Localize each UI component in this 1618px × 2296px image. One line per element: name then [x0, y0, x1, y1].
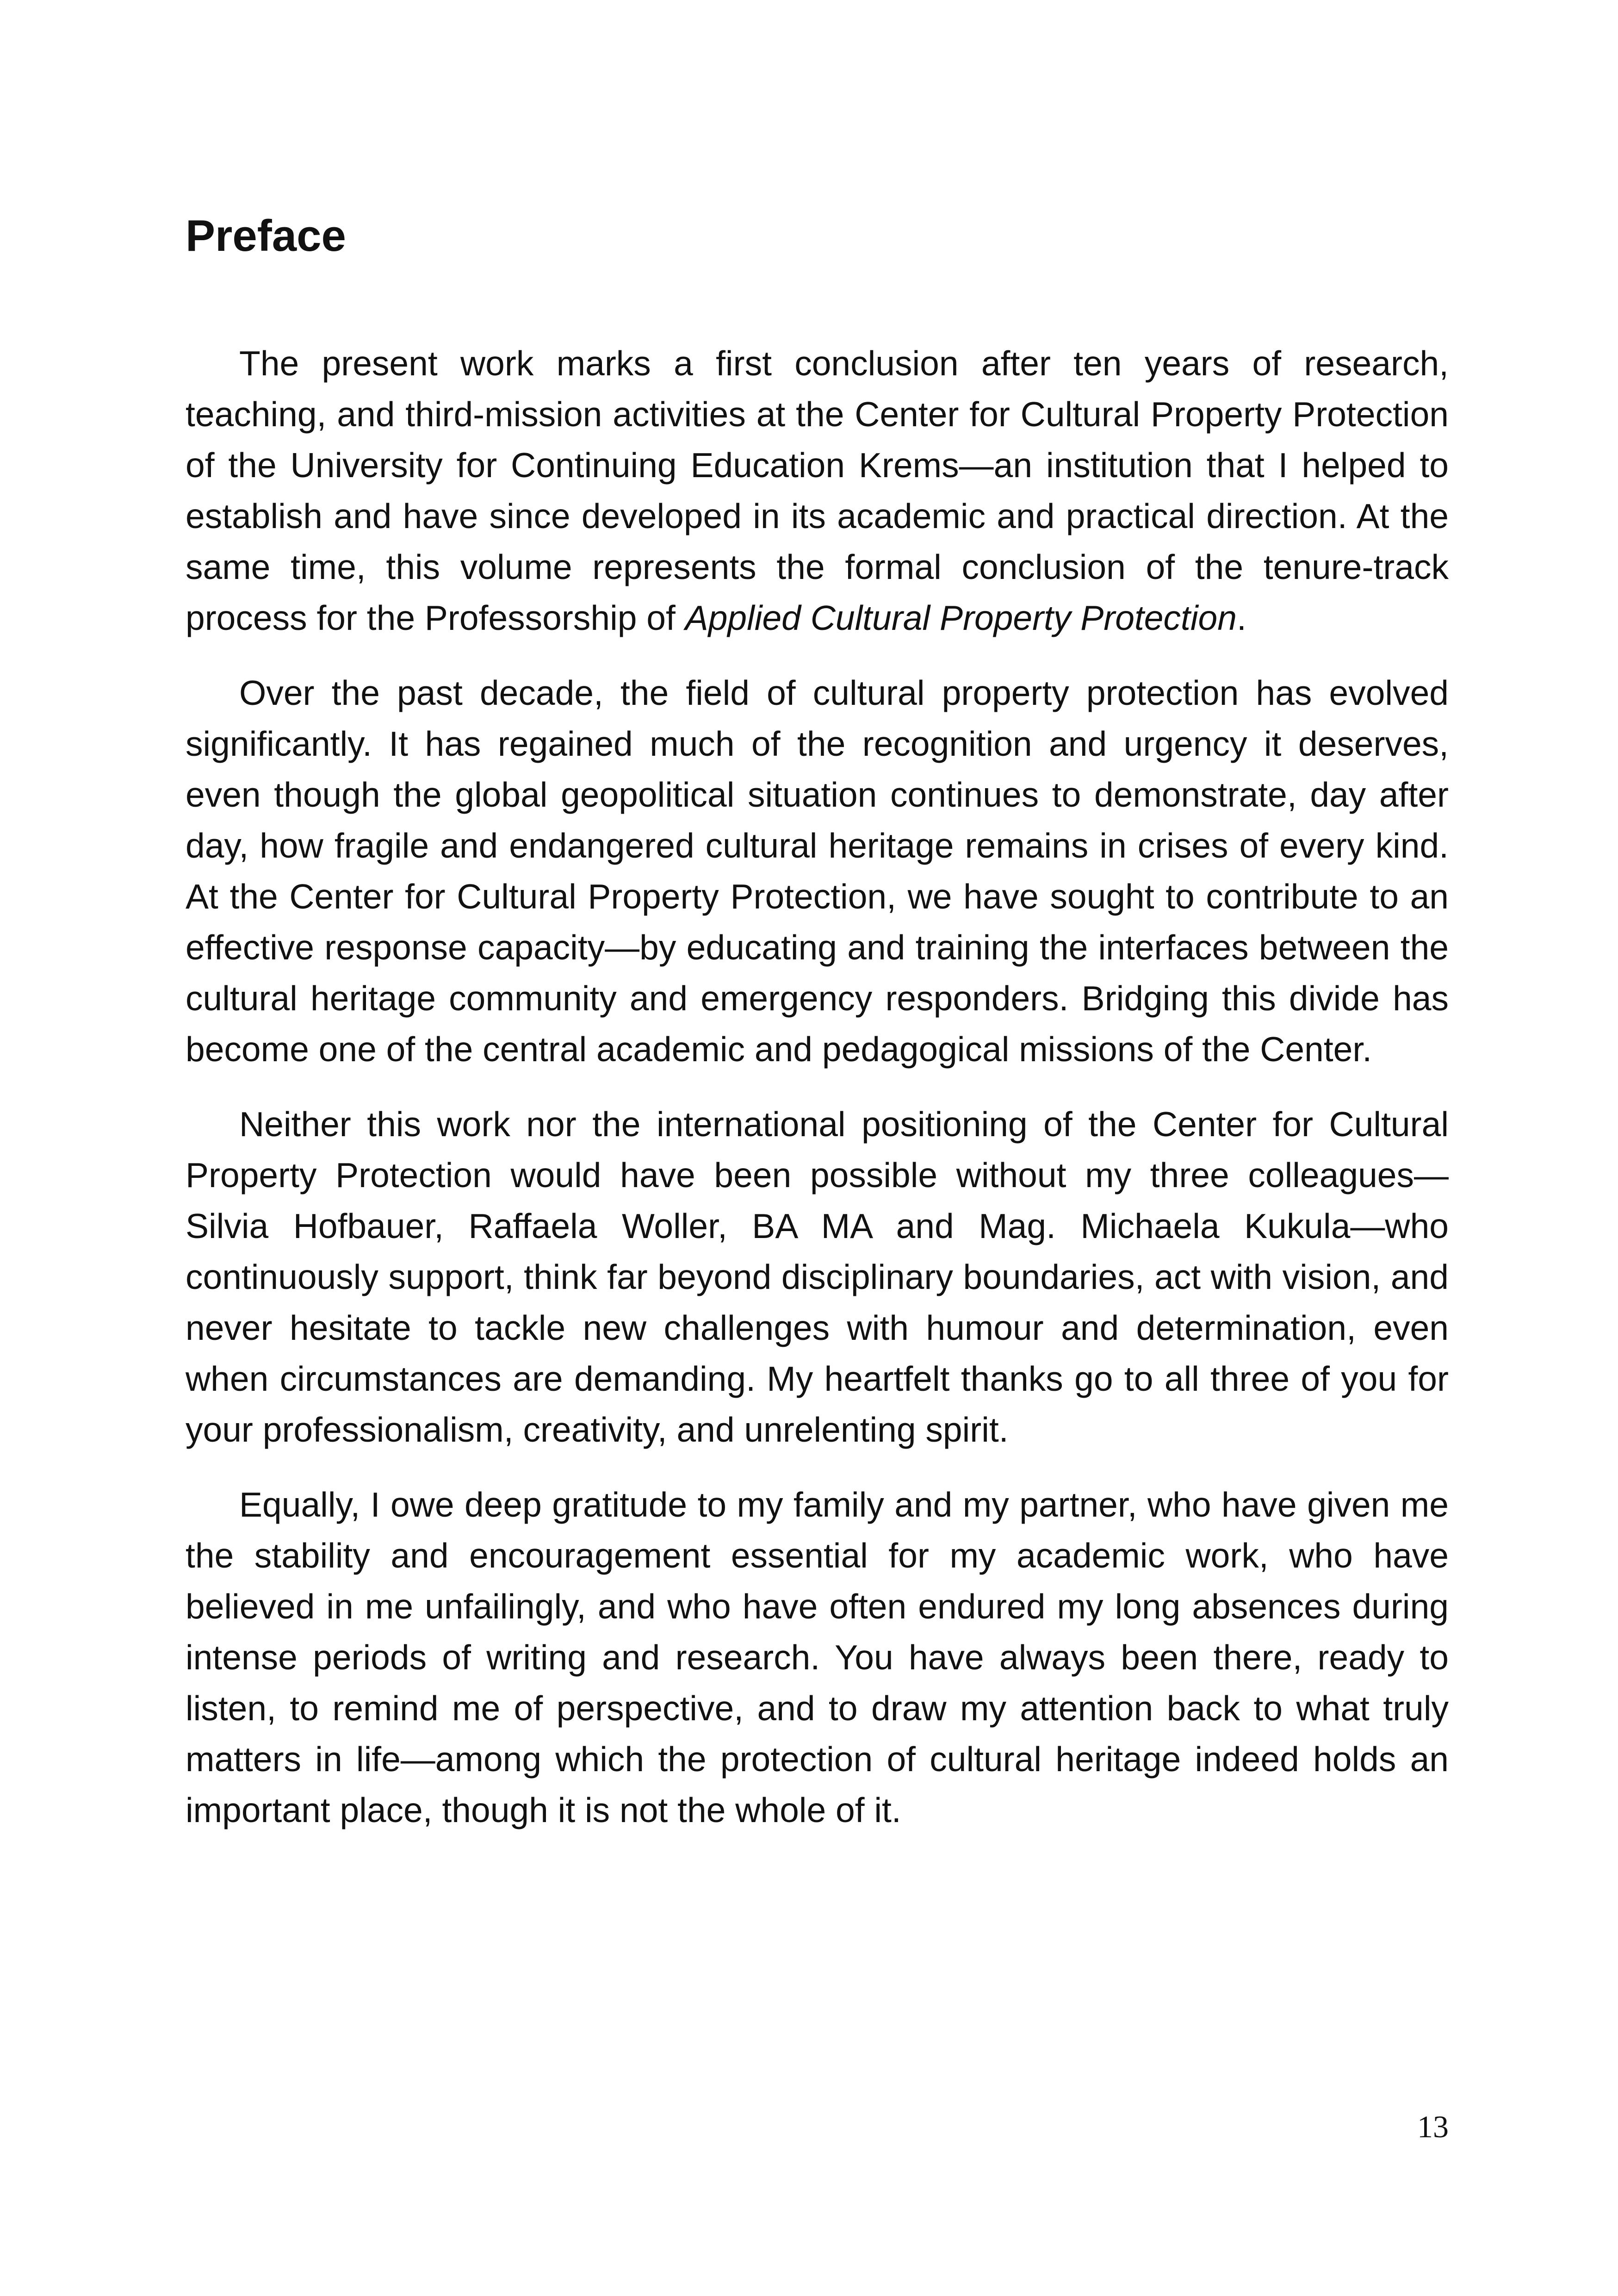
paragraph-1	[186, 338, 1449, 643]
paragraph-1-end: .	[1236, 598, 1246, 637]
paragraph-4: Equally, I owe deep gratitude to my family and my partner, who have given me the stability and encouragement essential for my academic work, who have believed in me unfailingly, and who have often endured my long absences during intense periods of writing and research. You have always been there, ready to listen, to remind me of perspective, and to draw my attention back to what truly matters in life—among which the protection of cultural heritage indeed holds an important place, though it is not the whole of it.	[186, 1485, 1449, 1829]
page-number: 13	[1417, 2109, 1449, 2144]
body-text	[186, 338, 1449, 1860]
paragraph-3: Neither this work nor the international positioning of the Center for Cultural Property Protection would have been possible without my three colleagues—Silvia Hofbauer, Raffaela Woller, BA MA and Mag. Michaela Kukula—who continuously support, think far beyond disciplinary boundaries, act with vision, and never hesitate to tackle new challenges with humour and determination, even when circumstances are demanding. My heartfelt thanks go to all three of you for your professionalism, creativity, and unrelenting spirit.	[186, 1105, 1449, 1449]
paragraph-1-text: The present work marks a first conclusion after ten years of research, teaching, and third-mission activities at the Center for Cultural Property Protection of the University for Continuing Education Krems—an institution that I helped to establish and have since developed in its academic and practical direction. At the same time, this volume represents the formal conclusion of the tenure-track process for the Professorship of	[186, 344, 1449, 637]
professorship-title: Applied Cultural Property Protection	[685, 598, 1237, 637]
paragraph-2: Over the past decade, the field of cultural property protection has evolved significantly. It has regained much of the recognition and urgency it deserves, even though the global geopolitical situation continues to demonstrate, day after day, how fragile and endangered cultural heritage remains in crises of every kind. At the Center for Cultural Property Protection, we have sought to contribute to an effective response capacity—by educating and training the interfaces between the cultural heritage community and emergency responders. Bridging this divide has become one of the central academic and pedagogical missions of the Center.	[186, 673, 1449, 1069]
page-title: Preface	[186, 211, 346, 261]
